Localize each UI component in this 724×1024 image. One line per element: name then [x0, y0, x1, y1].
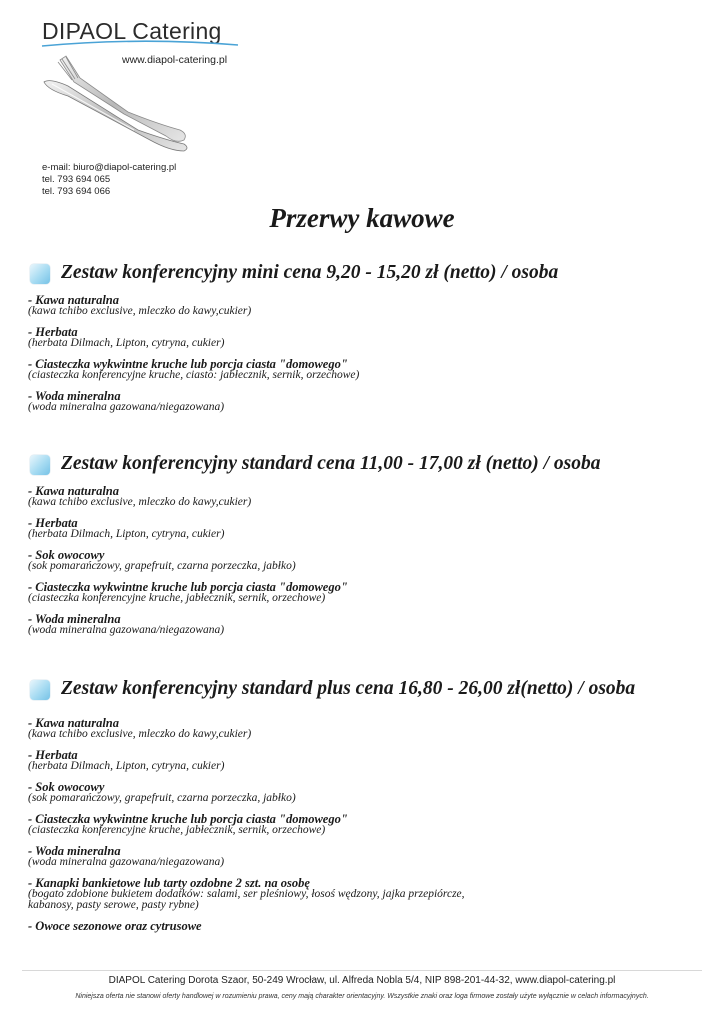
item-name: - Sok owocowy [28, 548, 105, 562]
item-name: - Herbata [28, 748, 78, 762]
item-list [28, 485, 718, 636]
item-name: - Herbata [28, 325, 78, 339]
item-name: - Herbata [28, 516, 78, 530]
contact-email[interactable]: e-mail: biuro@diapol-catering.pl [42, 162, 177, 173]
list-item [28, 717, 718, 740]
item-name: - Woda mineralna [28, 389, 121, 403]
list-item [28, 749, 718, 772]
contact-phone-1: tel. 793 694 065 [42, 174, 111, 185]
item-description: (kawa tchibo exclusive, mleczko do kawy,cukier) [28, 728, 252, 740]
offer-section-mini [28, 262, 718, 422]
item-name: - Ciasteczka wykwintne kruche lub porcja ciasta "domowego" [28, 580, 348, 594]
letterhead [0, 0, 260, 200]
list-item [28, 517, 718, 540]
item-description: (herbata Dilmach, Lipton, cytryna, cukier) [28, 528, 225, 540]
item-description: (ciasteczka konferencyjne kruche, ciasto: jabłecznik, sernik, orzechowe) [28, 369, 360, 381]
website-link[interactable]: www.diapol-catering.pl [122, 54, 228, 66]
item-name: - Kawa naturalna [28, 716, 120, 730]
item-description: (sok pomarańczowy, grapefruit, czarna porzeczka, jabłko) [28, 560, 296, 572]
list-item [28, 326, 718, 349]
item-description: (ciasteczka konferencyjne kruche, jabłecznik, sernik, orzechowe) [28, 824, 326, 836]
list-item [28, 485, 718, 508]
item-name: - Kawa naturalna [28, 484, 120, 498]
section-title: Zestaw konferencyjny standard cena 11,00 - 17,00 zł (netto) / osoba [61, 453, 601, 474]
brand-name: DIPAOL Catering [42, 18, 222, 44]
item-description: (kawa tchibo exclusive, mleczko do kawy,cukier) [28, 305, 252, 317]
list-item [28, 358, 718, 381]
item-name: - Woda mineralna [28, 612, 121, 626]
list-item [28, 877, 718, 911]
list-item [28, 294, 718, 317]
list-item [28, 920, 718, 932]
item-description: (ciasteczka konferencyjne kruche, jabłecznik, sernik, orzechowe) [28, 592, 326, 604]
cutlery-fork-knife-icon [38, 52, 198, 152]
offer-section-standard [28, 453, 718, 645]
list-item [28, 781, 718, 804]
item-name: - Kawa naturalna [28, 293, 120, 307]
item-name: - Ciasteczka wykwintne kruche lub porcja ciasta "domowego" [28, 812, 348, 826]
section-title: Zestaw konferencyjny standard plus cena 16,80 - 26,00 zł(netto) / osoba [61, 678, 636, 699]
item-description: (herbata Dilmach, Lipton, cytryna, cukier) [28, 337, 225, 349]
list-item [28, 813, 718, 836]
list-item [28, 549, 718, 572]
section-header [28, 453, 718, 479]
contact-info [42, 162, 176, 198]
item-description: (bogato zdobione bukietem dodatków: salami, ser pleśniowy, łosoś wędzony, jajka przepiórcze, kabanosy, pasty serowe, pasty rybne) [28, 888, 465, 911]
footer-company-info: DIAPOL Catering Dorota Szaor, 50-249 Wrocław, ul. Alfreda Nobla 5/4, NIP 898-201-44-32, www.diapol-catering.pl [108, 975, 616, 986]
item-list [28, 294, 718, 413]
item-name: - Kanapki bankietowe lub tarty ozdobne 2 szt. na osobę [28, 876, 310, 890]
list-item [28, 390, 718, 413]
item-name: - Ciasteczka wykwintne kruche lub porcja ciasta "domowego" [28, 357, 348, 371]
blue-square-bullet-icon [30, 455, 50, 475]
list-item [28, 845, 718, 868]
item-description: (woda mineralna gazowana/niegazowana) [28, 401, 225, 413]
footer-disclaimer: Niniejsza oferta nie stanowi oferty handlowej w rozumieniu prawa, ceny mają charakter orientacyjny. Wszystkie znaki oraz loga firmowe zostały użyte wyłącznie w celach informacyjnych. [75, 993, 649, 1000]
item-description: (woda mineralna gazowana/niegazowana) [28, 624, 225, 636]
item-description: (kawa tchibo exclusive, mleczko do kawy,cukier) [28, 496, 252, 508]
item-name: - Woda mineralna [28, 844, 121, 858]
list-item [28, 613, 718, 636]
item-list [28, 717, 718, 932]
item-name: - Owoce sezonowe oraz cytrusowe [28, 919, 202, 933]
contact-phone-2: tel. 793 694 066 [42, 186, 111, 197]
section-header [28, 262, 718, 288]
item-description: (sok pomarańczowy, grapefruit, czarna porzeczka, jabłko) [28, 792, 296, 804]
item-description: (woda mineralna gazowana/niegazowana) [28, 856, 225, 868]
item-description: (herbata Dilmach, Lipton, cytryna, cukier) [28, 760, 225, 772]
list-item [28, 581, 718, 604]
page-title: Przerwy kawowe [269, 203, 455, 233]
footer-divider [22, 970, 702, 971]
brand-swoosh-icon [40, 39, 240, 49]
blue-square-bullet-icon [30, 680, 50, 700]
blue-square-bullet-icon [30, 264, 50, 284]
item-name: - Sok owocowy [28, 780, 105, 794]
offer-section-standard-plus [28, 678, 718, 941]
section-title: Zestaw konferencyjny mini cena 9,20 - 15,20 zł (netto) / osoba [61, 262, 559, 283]
section-header [28, 678, 718, 704]
